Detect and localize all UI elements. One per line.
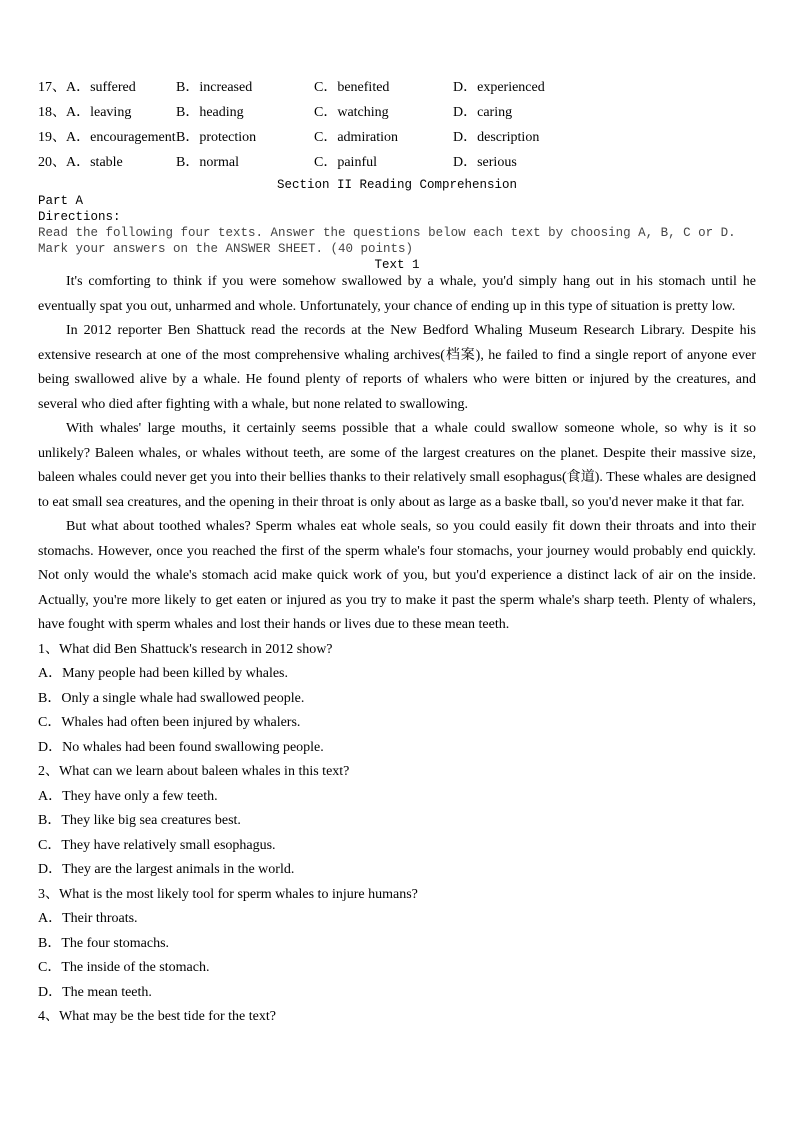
option-d: D．experienced: [453, 80, 545, 95]
option-a: 19、A．encouragement: [38, 130, 176, 145]
option-row-18: [38, 101, 738, 126]
option-row-17: [38, 76, 738, 101]
option-b: B．normal: [176, 155, 239, 170]
directions-label: Directions:: [38, 210, 121, 224]
option-a: 18、A．leaving: [38, 105, 132, 120]
option-c: C．watching: [314, 105, 389, 120]
question: 2、What can we learn about baleen whales in this text?: [38, 764, 350, 779]
option-d: D．caring: [453, 105, 513, 120]
directions-text: Read the following four texts. Answer the questions below each text by choosing A, B, C or D. Mark your answers on the ANSWER SHEET. (40 points): [38, 226, 736, 256]
option-b: B．heading: [176, 105, 244, 120]
text-title: Text 1: [374, 258, 420, 272]
answer-option: C．The inside of the stomach.: [38, 960, 210, 975]
answer-option: B．The four stomachs.: [38, 935, 170, 951]
paragraph: It's comforting to think if you were somehow swallowed by a whale, you'd simply hang out in his stomach until he eventually spat you out, unharmed and whole. Unfortunately, your chance of ending up in this type of situation is pretty low.: [38, 274, 756, 314]
answer-option: A．They have only a few teeth.: [38, 788, 218, 804]
answer-option: B．Only a single whale had swallowed people.: [38, 690, 305, 706]
answer-option: A．Their throats.: [38, 911, 138, 926]
option-c: C．benefited: [314, 80, 390, 95]
answer-option: D．They are the largest animals in the world.: [38, 862, 295, 877]
section-title: Section II Reading Comprehension: [276, 178, 518, 192]
paragraph: In 2012 reporter Ben Shattuck read the records at the New Bedford Whaling Museum Research Library. Despite his extensive research at one of the most comprehensive whaling archives(档案), he failed to find a single report of anyone ever being swallowed alive by a whale. He found plenty of reports of whalers who were bitten or injured by the creatures, and several who died after fighting with a whale, but none related to swallowing.: [38, 323, 756, 412]
option-d: D．serious: [453, 155, 517, 170]
answer-option: B．They like big sea creatures best.: [38, 813, 241, 828]
option-row-20: [38, 151, 738, 176]
option-b: B．protection: [176, 130, 257, 145]
answer-option: C．Whales had often been injured by whalers.: [38, 715, 301, 730]
option-b: B．increased: [176, 80, 253, 95]
answer-option: A．Many people had been killed by whales.: [38, 666, 288, 681]
option-c: C．painful: [314, 155, 377, 170]
option-d: D．description: [453, 130, 540, 145]
option-c: C．admiration: [314, 130, 398, 145]
section-header: [38, 177, 756, 273]
answer-option: D．No whales had been found swallowing people.: [38, 739, 324, 755]
answer-option: C．They have relatively small esophagus.: [38, 837, 276, 853]
option-row-19: [38, 126, 738, 151]
question: 4、What may be the best tide for the text?: [38, 1009, 276, 1024]
paragraph: With whales' large mouths, it certainly seems possible that a whale could swallow someone whole, so why is it so unlikely? Baleen whales, or whales without teeth, are some of the largest creatures on the planet. Despite their massive size, baleen whales could never get you into their bellies thanks to their relatively small esophagus(食道). These whales are designed to eat small sea creatures, and the opening in their throat is only about as large as a baske tball, so you'd never make it that far.: [38, 421, 756, 510]
cloze-options: [38, 76, 738, 176]
part-label: Part A: [38, 194, 84, 208]
paragraph: But what about toothed whales? Sperm whales eat whole seals, so you could easily fit down their throats and into their stomachs. However, once you reached the first of the sperm whale's four stomachs, your journey would probably end quickly. Not only would the whale's stomach acid make quick work of you, but you'd experience a distinct lack of air on the inside. Actually, you're more likely to get eaten or injured as you try to make it past the sperm whale's sharp teeth. Plenty of whalers, have fought with sperm whales and lost their hands or lives due to these mean teeth.: [38, 519, 756, 632]
question: 1、What did Ben Shattuck's research in 2012 show?: [38, 641, 333, 657]
passage-and-questions: [38, 270, 756, 1030]
answer-option: D．The mean teeth.: [38, 984, 152, 1000]
question: 3、What is the most likely tool for sperm whales to injure humans?: [38, 886, 418, 902]
option-a: 17、A．suffered: [38, 80, 136, 95]
option-a: 20、A．stable: [38, 155, 123, 170]
